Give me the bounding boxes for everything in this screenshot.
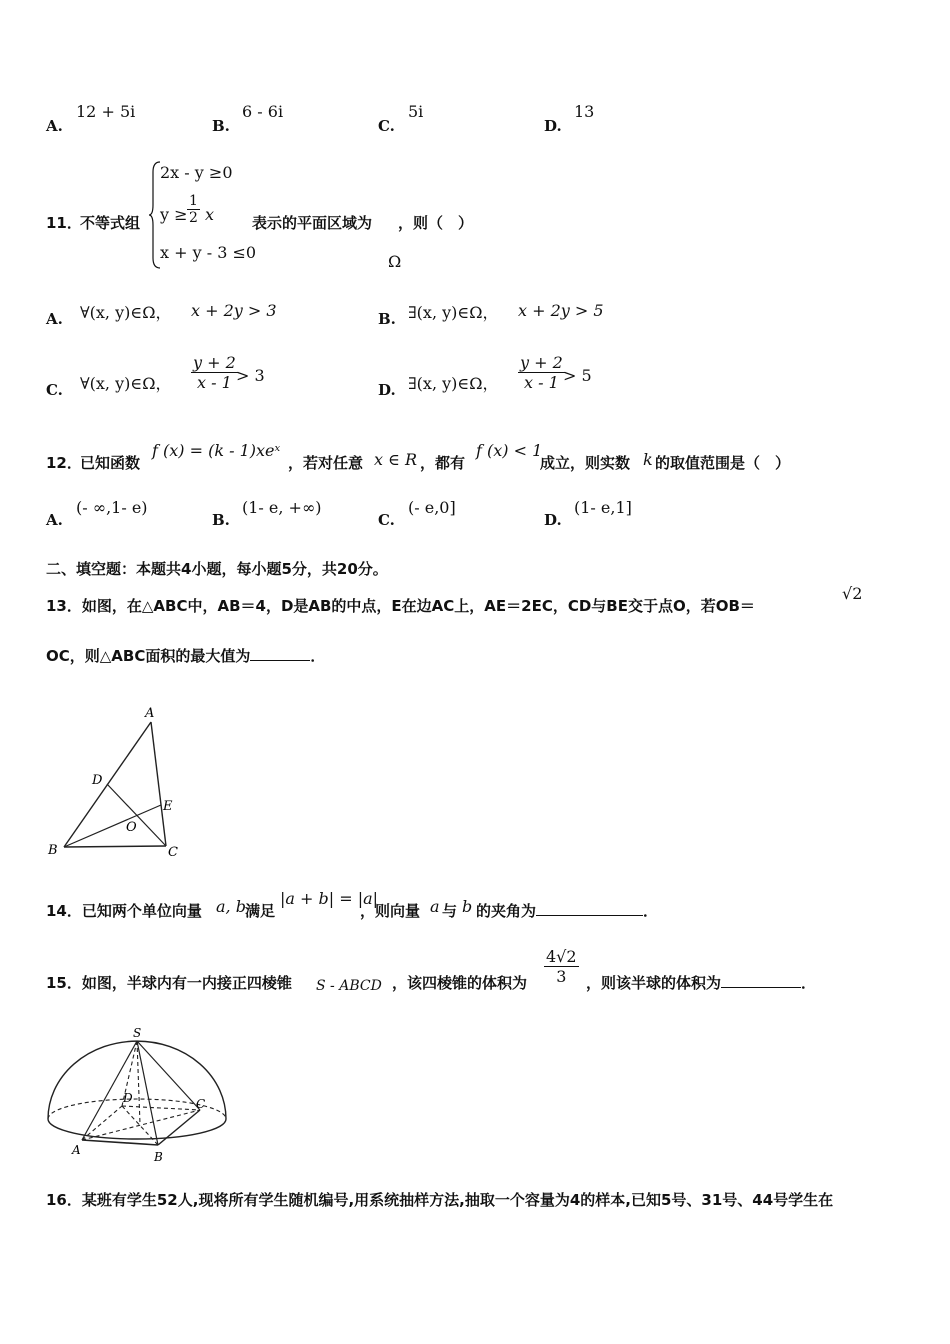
q11-option-c-quant: ∀(x, y)∈Ω， [80, 374, 172, 393]
q14-text-5-label: 的夹角为 [476, 902, 537, 920]
q11-option-c-fraction [191, 353, 238, 392]
q11-option-b-label: B. [378, 310, 396, 328]
q11-option-a-quant: ∀(x, y)∈Ω， [80, 303, 172, 322]
q12-text-4: 成立，则实数 [540, 454, 631, 472]
q15-text-1: 15．如图，半球内有一内接正四棱锥 [46, 974, 292, 992]
q16-text: 16．某班有学生52人,现将所有学生随机编号,用系统抽样方法,抽取一个容量为4的样本,已知5号、31号、44号学生在 [46, 1191, 834, 1209]
q12-option-c-value: (- e,0] [408, 498, 456, 517]
q15-volume-fraction [544, 947, 579, 986]
q12-option-b-value: (1- e, +∞) [242, 498, 322, 517]
vertex-c-label: C [196, 1097, 206, 1111]
q15-pyramid: S - ABCD [316, 978, 382, 994]
vertex-a-label: A [145, 706, 155, 721]
q12-function: f (x) = (k - 1)xeˣ [152, 441, 281, 460]
edge-ab [82, 1140, 158, 1145]
q12-option-c-label: C. [378, 511, 395, 529]
q11-inequality-2-x: x [205, 205, 215, 224]
q13-line-2 [46, 645, 325, 666]
q15-text-2: ，该四棱锥的体积为 [392, 974, 528, 992]
q11-half-num: 1 [189, 193, 198, 209]
lateral-sc [137, 1041, 200, 1110]
q12-text-3: ，都有 [420, 454, 466, 472]
q10-option-d-label: D. [544, 117, 562, 135]
q14-condition: |a + b| = |a| [280, 889, 379, 908]
q13-triangle-figure [40, 700, 200, 865]
q11-option-d-den: x - 1 [524, 373, 559, 392]
q14-end: ． [643, 902, 659, 920]
q11-option-c-label: C. [46, 381, 63, 399]
q11-inequality-3: x + y - 3 ≤0 [160, 243, 257, 262]
q14-vector-b: b [462, 897, 473, 916]
q12-option-d-value: (1- e,1] [574, 498, 632, 517]
q10-option-a-label: A. [46, 117, 63, 135]
q11-inequality-2: y ≥ [160, 205, 188, 224]
vertex-d-label: D [123, 1091, 133, 1105]
q11-half-fraction [187, 193, 200, 226]
q15-volume-num: 4√2 [546, 947, 577, 966]
q11-mid-text: 表示的平面区域为 [252, 214, 373, 232]
section-2-title: 二、填空题：本题共4小题，每小题5分，共20分。 [46, 560, 388, 578]
q12-option-a-label: A. [46, 511, 63, 529]
q12-condition: f (x) < 1 [476, 441, 543, 460]
vertex-a-label: A [72, 1143, 81, 1157]
q11-option-d-rel: > 5 [563, 366, 592, 385]
apex-s-label: S [133, 1026, 142, 1040]
q11-omega: Ω [388, 252, 402, 271]
edge-dc [122, 1106, 200, 1110]
q11-option-c-den: x - 1 [197, 373, 232, 392]
q14-answer-blank[interactable] [536, 915, 643, 916]
q14-text-2: 满足 [245, 902, 276, 920]
q12-option-b-label: B. [212, 511, 230, 529]
q11-option-a-expr: x + 2y > 3 [191, 301, 277, 320]
q13-sqrt2: √2 [842, 584, 863, 603]
q11-option-b-quant: ∃(x, y)∈Ω， [408, 303, 499, 322]
q11-inequality-1: 2x - y ≥0 [160, 163, 233, 182]
q11-option-d-num: y + 2 [520, 353, 563, 372]
q12-k: k [643, 450, 653, 469]
lateral-sb [137, 1041, 158, 1145]
q12-domain: x ∈ R [374, 450, 418, 469]
q14-vector-a: a [430, 897, 440, 916]
q11-tail: ，则（ ） [398, 214, 474, 232]
vertex-b-label: B [154, 1150, 163, 1164]
q10-option-a-value: 12 + 5i [76, 102, 136, 121]
point-e-label: E [163, 799, 173, 814]
q11-option-a-label: A. [46, 310, 63, 328]
q11-number: 11． [46, 214, 82, 232]
point-o-label: O [126, 820, 137, 835]
q12-option-a-value: (- ∞,1- e) [76, 498, 148, 517]
q12-option-d-label: D. [544, 511, 562, 529]
q10-option-c-label: C. [378, 117, 395, 135]
q11-option-b-expr: x + 2y > 5 [518, 301, 604, 320]
q15-answer-blank[interactable] [721, 987, 801, 988]
q13-line-1: 13．如图，在△ABC中，AB＝4，D是AB的中点，E在边AC上，AE＝2EC，CD与BE交于点O，若OB＝ [46, 597, 755, 615]
q11-option-d-fraction [518, 353, 565, 392]
q11-option-c-num: y + 2 [193, 353, 236, 372]
q11-half-den: 2 [189, 210, 198, 226]
q15-text-3-label: ，则该半球的体积为 [586, 974, 722, 992]
q12-text-1: 已知函数 [80, 454, 141, 472]
edge-ad [82, 1106, 122, 1140]
q14-text-4: 与 [442, 902, 458, 920]
q14-text-1: 14．已知两个单位向量 [46, 902, 202, 920]
q12-text-5: 的取值范围是（ ） [655, 454, 791, 472]
vertex-b-label: B [48, 843, 58, 858]
q15-volume-den: 3 [556, 967, 567, 986]
q13-end: ． [310, 647, 326, 665]
q11-intro: 不等式组 [80, 214, 141, 232]
q15-hemisphere-figure [40, 1022, 240, 1167]
q11-option-d-quant: ∃(x, y)∈Ω， [408, 374, 499, 393]
q11-option-c-rel: > 3 [236, 366, 265, 385]
point-d-label: D [92, 773, 103, 788]
q14-text-5 [476, 900, 658, 921]
q10-option-b-value: 6 - 6i [242, 102, 284, 121]
q10-option-d-value: 13 [574, 102, 595, 121]
vertex-c-label: C [168, 845, 178, 860]
q13-answer-blank[interactable] [250, 660, 310, 661]
q15-text-3 [586, 972, 816, 993]
q12-number: 12． [46, 454, 82, 472]
edge-bc [64, 846, 166, 847]
edge-ac [151, 722, 166, 846]
q11-option-d-label: D. [378, 381, 396, 399]
q15-end: ． [801, 974, 817, 992]
q13-line-2-text: OC，则△ABC面积的最大值为 [46, 647, 251, 665]
q14-vectors: a, b [216, 897, 246, 916]
q12-text-2: ，若对任意 [288, 454, 364, 472]
q10-option-b-label: B. [212, 117, 230, 135]
q10-option-c-value: 5i [408, 102, 424, 121]
q14-text-3: ，则向量 [360, 902, 421, 920]
